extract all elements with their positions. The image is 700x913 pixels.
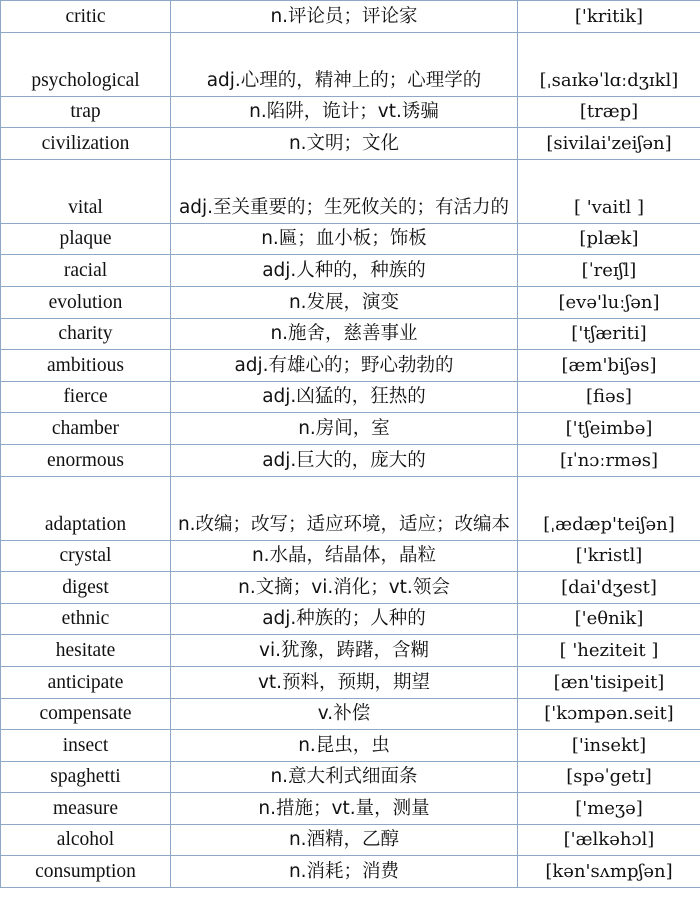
phonetic-cell: ['tʃæriti] — [518, 318, 700, 350]
table-row — [1, 286, 700, 318]
table-row — [1, 444, 700, 476]
meaning-cell: n.文摘；vi.消化；vt.领会 — [171, 572, 518, 604]
phonetic-cell: ['kristl] — [518, 540, 700, 572]
meaning-cell: adj.至关重要的；生死攸关的；有活力的 — [171, 159, 518, 223]
meaning-cell: n.评论员；评论家 — [171, 1, 518, 33]
word-cell: measure — [1, 793, 171, 825]
phonetic-cell: [ 'vaitl ] — [518, 159, 700, 223]
word-cell: charity — [1, 318, 171, 350]
meaning-cell: n.意大利式细面条 — [171, 761, 518, 793]
meaning-cell: adj.种族的；人种的 — [171, 603, 518, 635]
word-cell: psychological — [1, 32, 171, 96]
phonetic-cell: ['insekt] — [518, 730, 700, 762]
table-row — [1, 159, 700, 223]
phonetic-cell: ['kritik] — [518, 1, 700, 33]
table-row — [1, 318, 700, 350]
phonetic-cell: [kən'sʌmpʃən] — [518, 856, 700, 888]
phonetic-cell: [fiəs] — [518, 381, 700, 413]
table-row — [1, 381, 700, 413]
meaning-cell: n.陷阱，诡计；vt.诱骗 — [171, 96, 518, 128]
phonetic-cell: ['ælkəhɔl] — [518, 824, 700, 856]
phonetic-cell: [æn'tisipeit] — [518, 666, 700, 698]
table-row — [1, 572, 700, 604]
meaning-cell: vi.犹豫，踌躇，含糊 — [171, 635, 518, 667]
word-cell: anticipate — [1, 666, 171, 698]
word-cell: ethnic — [1, 603, 171, 635]
word-cell: ambitious — [1, 350, 171, 382]
word-cell: digest — [1, 572, 171, 604]
meaning-cell: n.文明；文化 — [171, 128, 518, 160]
table-row — [1, 255, 700, 287]
phonetic-cell: [ˈreɪʃl] — [518, 255, 700, 287]
meaning-cell: n.措施；vt.量，测量 — [171, 793, 518, 825]
word-cell: vital — [1, 159, 171, 223]
word-cell: hesitate — [1, 635, 171, 667]
word-cell: racial — [1, 255, 171, 287]
word-cell: trap — [1, 96, 171, 128]
meaning-cell: n.房间，室 — [171, 413, 518, 445]
phonetic-cell: [evə'luːʃən] — [518, 286, 700, 318]
word-cell: crystal — [1, 540, 171, 572]
meaning-cell: n.酒精，乙醇 — [171, 824, 518, 856]
phonetic-cell: [ˌsaɪkəˈlɑːdʒɪkl] — [518, 32, 700, 96]
word-cell: critic — [1, 1, 171, 33]
phonetic-cell: [spəˈgetɪ] — [518, 761, 700, 793]
phonetic-cell: [sivilai'zeiʃən] — [518, 128, 700, 160]
table-row — [1, 856, 700, 888]
word-cell: adaptation — [1, 476, 171, 540]
table-row — [1, 223, 700, 255]
word-cell: consumption — [1, 856, 171, 888]
meaning-cell: n.发展，演变 — [171, 286, 518, 318]
phonetic-cell: [ˌædæp'teiʃən] — [518, 476, 700, 540]
word-cell: enormous — [1, 444, 171, 476]
table-row — [1, 350, 700, 382]
table-row — [1, 635, 700, 667]
meaning-cell: n.改编；改写；适应环境，适应；改编本 — [171, 476, 518, 540]
meaning-cell: adj.心理的，精神上的；心理学的 — [171, 32, 518, 96]
phonetic-cell: ['kɔmpən.seit] — [518, 698, 700, 730]
table-row — [1, 476, 700, 540]
word-cell: compensate — [1, 698, 171, 730]
word-cell: spaghetti — [1, 761, 171, 793]
phonetic-cell: ['eθnik] — [518, 603, 700, 635]
table-row — [1, 1, 700, 33]
table-row — [1, 413, 700, 445]
phonetic-cell: ['tʃeimbə] — [518, 413, 700, 445]
phonetic-cell: ['meʒə] — [518, 793, 700, 825]
meaning-cell: n.消耗；消费 — [171, 856, 518, 888]
word-cell: insect — [1, 730, 171, 762]
phonetic-cell: [ 'heziteit ] — [518, 635, 700, 667]
word-cell: evolution — [1, 286, 171, 318]
meaning-cell: n.匾；血小板；饰板 — [171, 223, 518, 255]
meaning-cell: n.昆虫，虫 — [171, 730, 518, 762]
table-row — [1, 540, 700, 572]
phonetic-cell: [plæk] — [518, 223, 700, 255]
vocabulary-table-body — [1, 1, 700, 888]
table-row — [1, 761, 700, 793]
meaning-cell: vt.预料，预期，期望 — [171, 666, 518, 698]
meaning-cell: adj.巨大的，庞大的 — [171, 444, 518, 476]
phonetic-cell: [æm'biʃəs] — [518, 350, 700, 382]
table-row — [1, 128, 700, 160]
table-row — [1, 96, 700, 128]
table-row — [1, 824, 700, 856]
table-row — [1, 698, 700, 730]
word-cell: alcohol — [1, 824, 171, 856]
meaning-cell: n.水晶，结晶体，晶粒 — [171, 540, 518, 572]
word-cell: chamber — [1, 413, 171, 445]
table-row — [1, 793, 700, 825]
meaning-cell: adj.有雄心的；野心勃勃的 — [171, 350, 518, 382]
table-row — [1, 603, 700, 635]
phonetic-cell: [dai'dʒest] — [518, 572, 700, 604]
meaning-cell: adj.人种的，种族的 — [171, 255, 518, 287]
word-cell: plaque — [1, 223, 171, 255]
meaning-cell: n.施舍，慈善事业 — [171, 318, 518, 350]
word-cell: fierce — [1, 381, 171, 413]
phonetic-cell: [træp] — [518, 96, 700, 128]
phonetic-cell: [ɪˈnɔːrməs] — [518, 444, 700, 476]
table-row — [1, 666, 700, 698]
table-row — [1, 730, 700, 762]
word-cell: civilization — [1, 128, 171, 160]
meaning-cell: adj.凶猛的，狂热的 — [171, 381, 518, 413]
table-row — [1, 32, 700, 96]
meaning-cell: v.补偿 — [171, 698, 518, 730]
